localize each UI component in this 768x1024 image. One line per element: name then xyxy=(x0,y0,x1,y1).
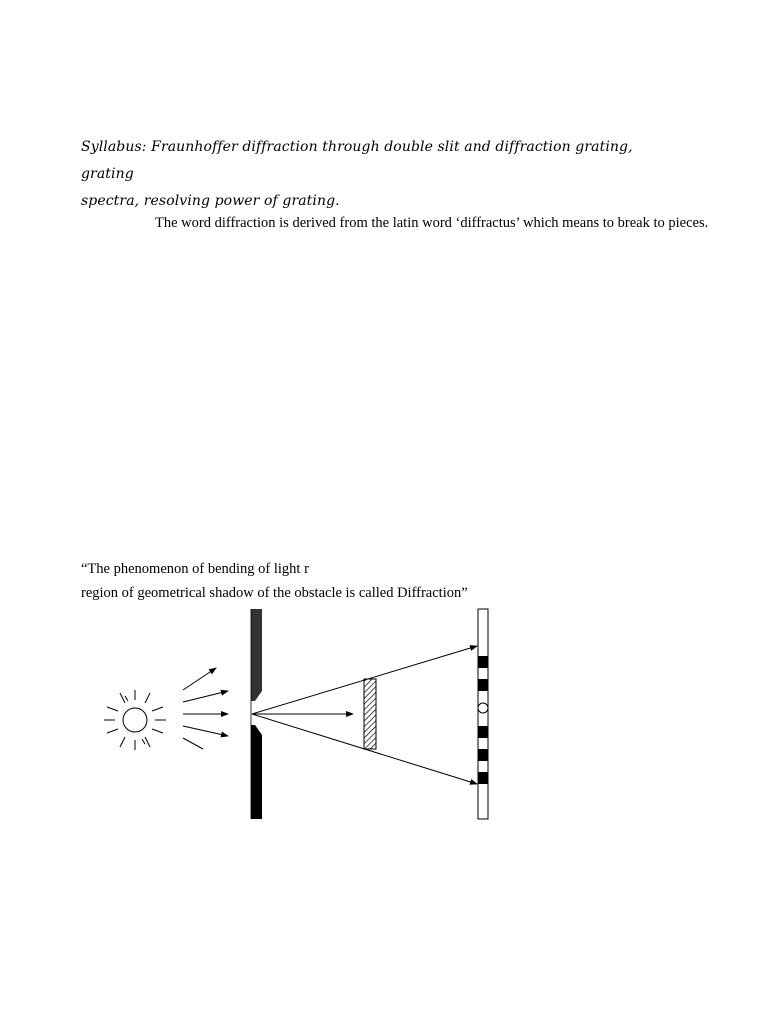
hatched-plate xyxy=(364,679,376,749)
screen-with-fringes xyxy=(478,609,488,819)
incident-rays xyxy=(183,668,228,749)
intro-paragraph: The word diffraction is derived from the latin word ‘diffractus’ which means to break to pieces. xyxy=(155,215,709,231)
diffraction-definition xyxy=(81,557,468,605)
light-source-sun-icon xyxy=(104,690,166,750)
syllabus-text xyxy=(81,134,681,215)
definition-line-1: “The phenomenon of bending of light r xyxy=(81,561,309,577)
syllabus-line-2: spectra, resolving power of grating. xyxy=(81,193,340,209)
definition-line-2: region of geometrical shadow of the obstacle is called Diffraction” xyxy=(81,585,468,601)
diffraction-diagram xyxy=(95,605,505,825)
syllabus-line-1: Syllabus: Fraunhoffer diffraction through double slit and diffraction grating, grating xyxy=(81,139,633,182)
